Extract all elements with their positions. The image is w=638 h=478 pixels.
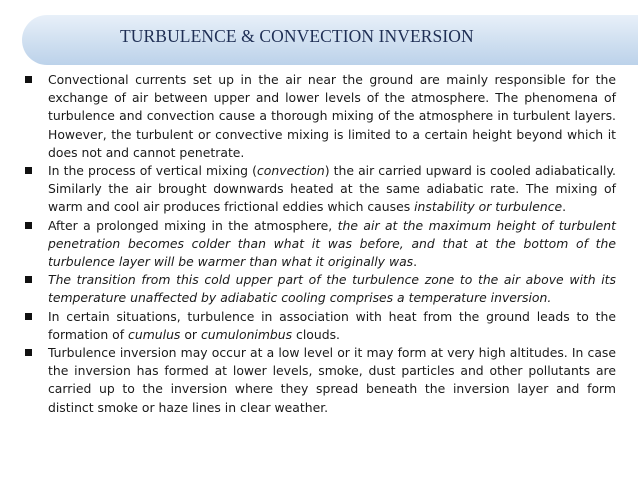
square-bullet-icon [25, 276, 32, 283]
bullet-text: Turbulence inversion may occur at a low level or it may form at very high altitudes. In case the inversion has formed at lower levels, smoke, dust particles and other pollutants are carried up to the inversion where they spread beneath the inversion layer and form distinct smoke or haze lines in clear weather. [48, 345, 616, 415]
bullet-item [22, 308, 616, 344]
bullet-text: clouds. [292, 326, 340, 342]
emphasis-text: the air at the maximum height of turbulent penetration becomes colder than what it was before, and that at the bottom of the turbulence layer will be warmer than what it originally was [48, 217, 616, 270]
bullet-item [22, 271, 616, 307]
bullet-text: After a prolonged mixing in the atmosphere, [48, 217, 338, 233]
square-bullet-icon [25, 167, 32, 174]
square-bullet-icon [25, 349, 32, 356]
bullet-item [22, 71, 616, 162]
emphasis-text: cumulonimbus [200, 326, 293, 342]
slide-title: TURBULENCE & CONVECTION INVERSION [120, 26, 474, 46]
bullet-text: . [562, 199, 567, 215]
bullet-text: In the process of vertical mixing ( [48, 163, 257, 179]
bullet-list [22, 71, 616, 417]
bullet-text: ) the air carried upward is cooled adiabatically. Similarly the air brought downwards heated at the same adiabatic rate. The mixing of warm and cool air produces frictional eddies which causes [48, 163, 616, 215]
square-bullet-icon [25, 222, 32, 229]
bullet-item [22, 162, 616, 217]
bullet-text: or [180, 326, 201, 342]
emphasis-text: convection [256, 163, 325, 179]
bullet-text: Convectional currents set up in the air near the ground are mainly responsible for the exchange of air between upper and lower levels of the atmosphere. The phenomena of turbulence and convection cause a thorough mixing of the atmosphere in turbulent layers. However, the turbulent or convective mixing is limited to a certain height beyond which it does not and cannot penetrate. [48, 72, 616, 160]
emphasis-text: The transition from this cold upper part of the turbulence zone to the air above with its temperature unaffected by adiabatic cooling comprises a temperature inversion. [48, 272, 616, 306]
bullet-text: In certain situations, turbulence in association with heat from the ground leads to the formation of [48, 308, 616, 342]
bullet-item [22, 217, 616, 272]
square-bullet-icon [25, 313, 32, 320]
bullet-item [22, 344, 616, 417]
bullet-text: . [413, 254, 418, 270]
emphasis-text: instability or turbulence [414, 199, 563, 215]
emphasis-text: cumulus [128, 326, 181, 342]
square-bullet-icon [25, 76, 32, 83]
